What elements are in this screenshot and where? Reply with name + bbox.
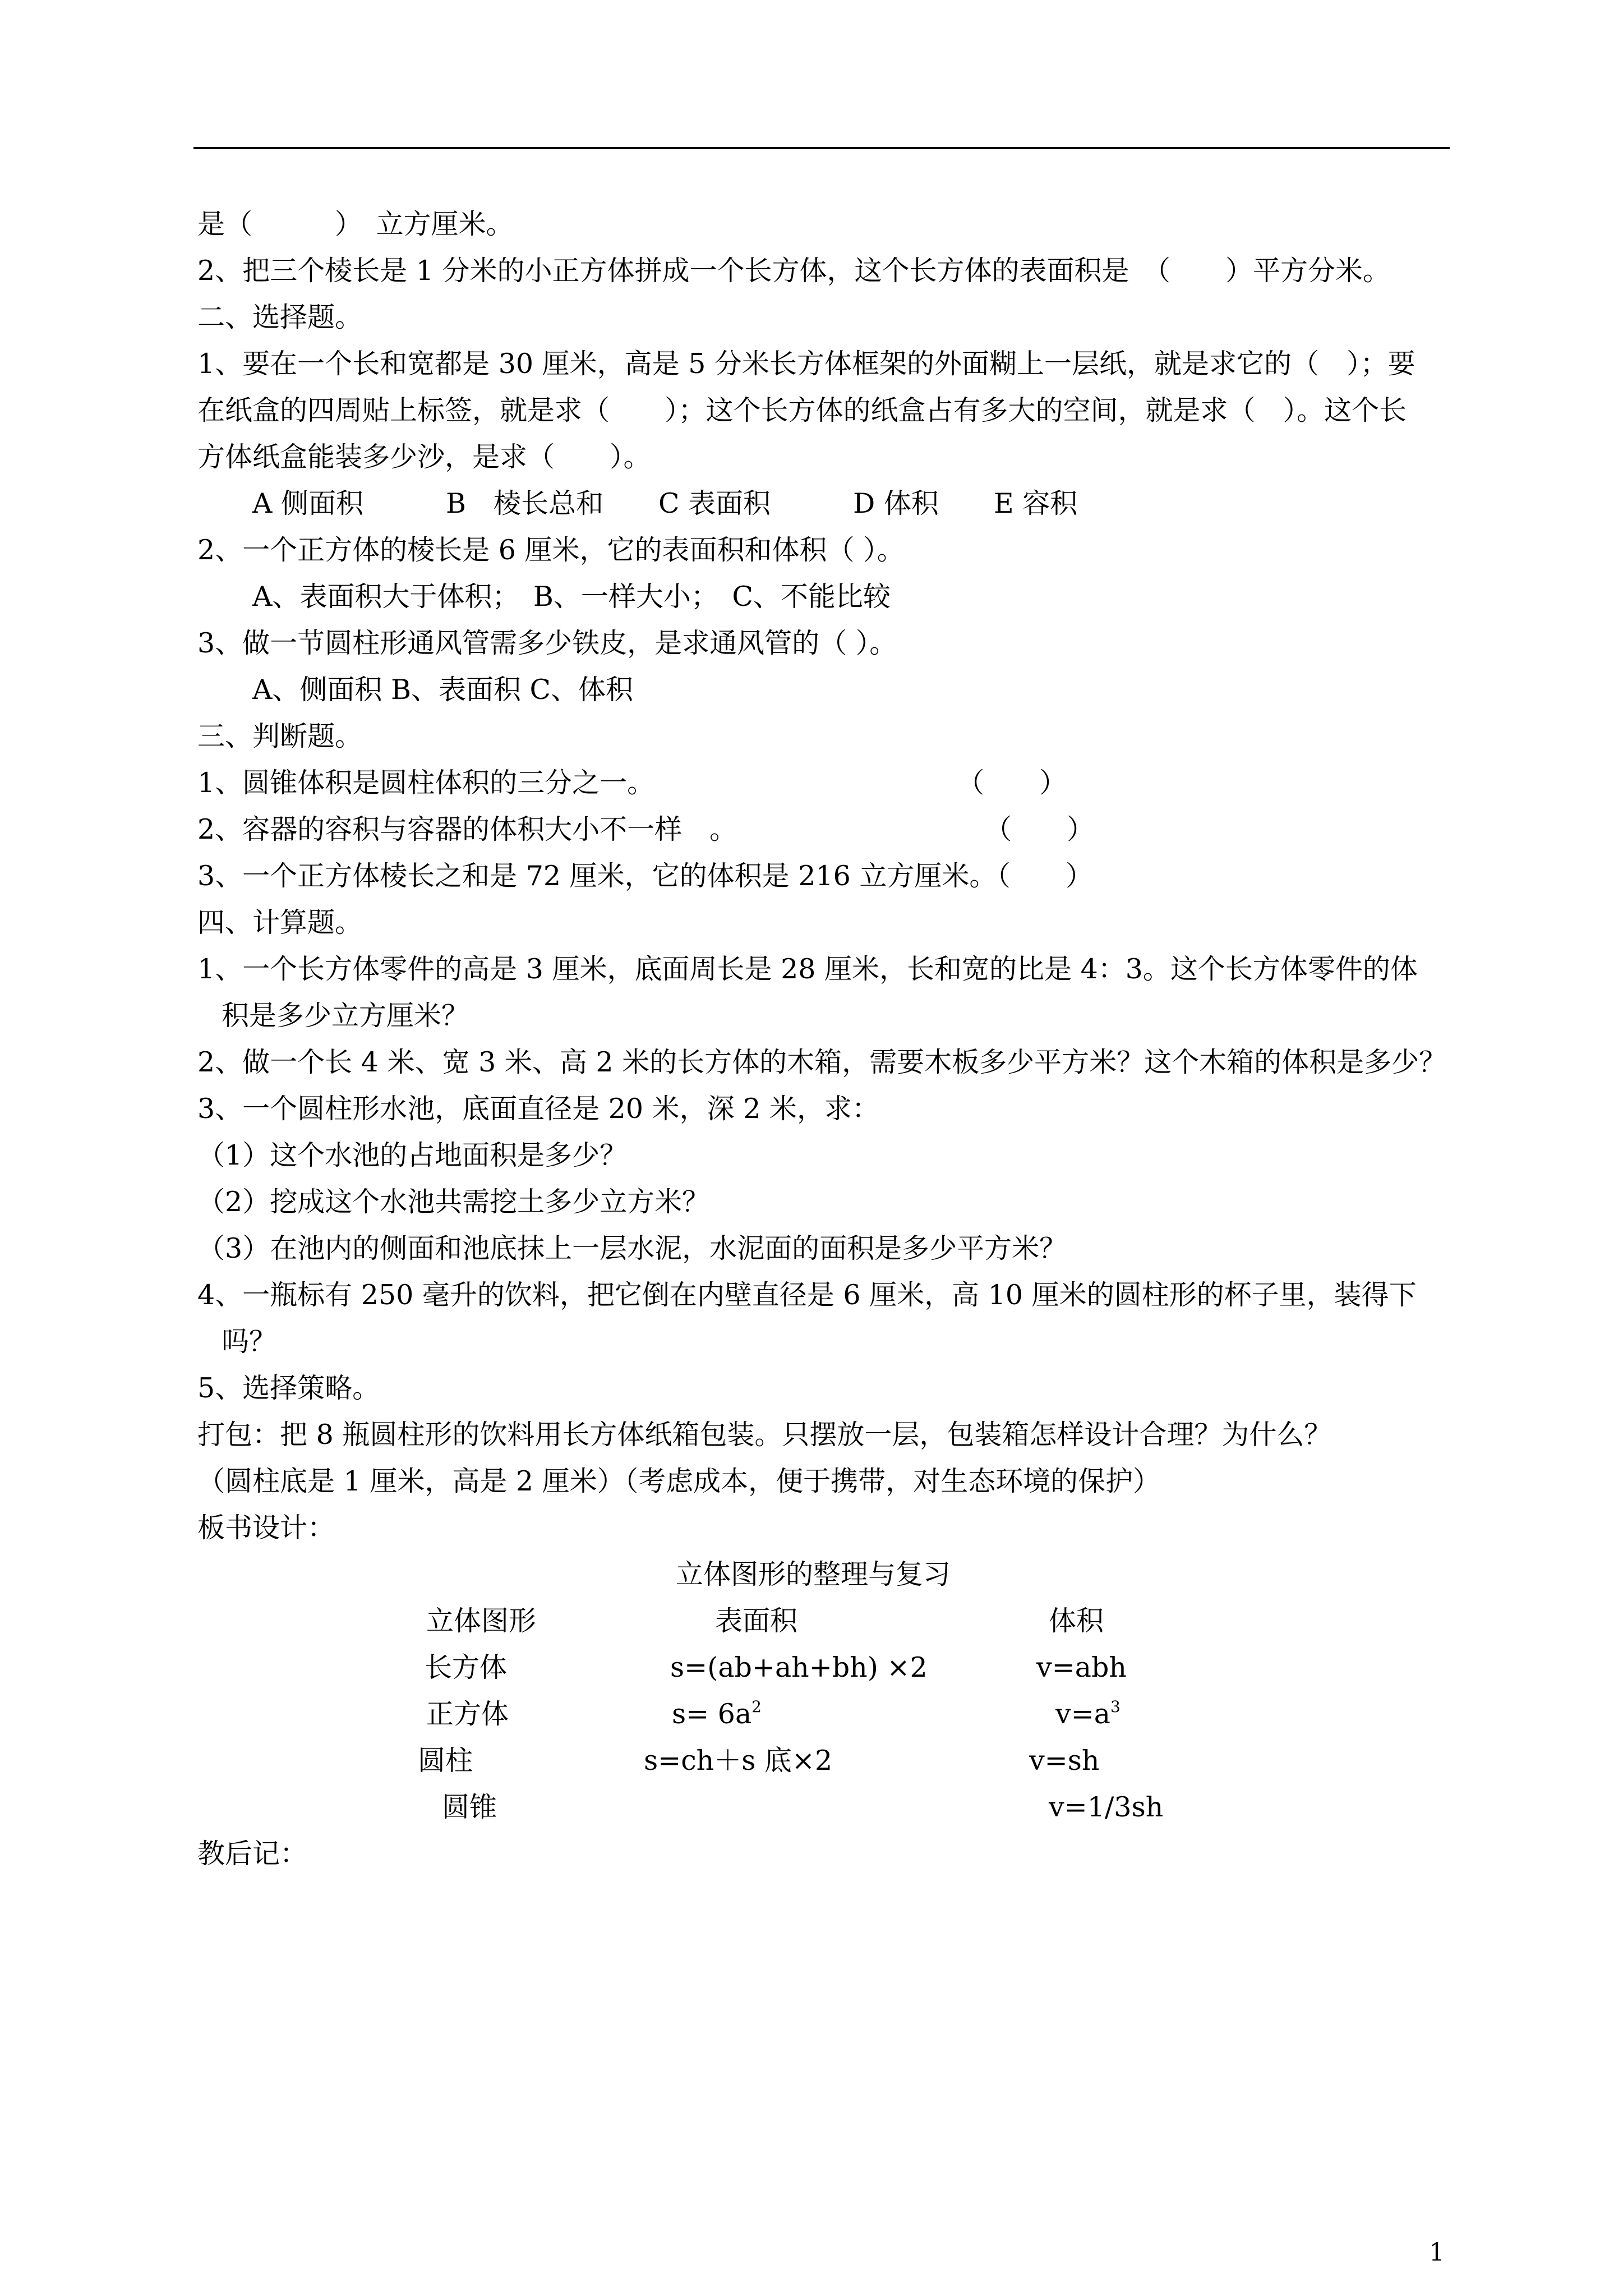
board-row-volume: v=abh [1036,1651,1127,1683]
text-line: 方体纸盒能装多少沙，是求（ ）。 [197,441,651,473]
board-row-shape: 圆柱 [418,1745,473,1777]
text-line: 4、一瓶标有 250 毫升的饮料，把它倒在内壁直径是 6 厘米，高 10 厘米的圆柱形的杯子里，装得下 [197,1279,1417,1311]
board-row-volume: v=sh [1029,1745,1100,1777]
board-row-area: s=ch＋s 底×2 [644,1745,833,1777]
text-line: 板书设计： [197,1512,335,1544]
text-line: （2）挖成这个水池共需挖土多少立方米？ [197,1186,710,1218]
board-title: 立体图形的整理与复习 [676,1558,951,1590]
page-number: 1 [1429,2238,1445,2267]
board-row-volume: v=1/3sh [1049,1791,1164,1823]
section-heading: 三、判断题。 [197,720,363,752]
text-line: 2、一个正方体的棱长是 6 厘米，它的表面积和体积（ ）。 [197,534,905,566]
board-header-area: 表面积 [715,1605,798,1637]
text-line: 1、圆锥体积是圆柱体积的三分之一。 （ ） [197,767,1067,799]
text-line: （3）在池内的侧面和池底抹上一层水泥，水泥面的面积是多少平方米？ [197,1232,1067,1264]
board-header-shape: 立体图形 [426,1605,537,1637]
text-line: 5、选择策略。 [197,1372,380,1404]
text-line: 1、要在一个长和宽都是 30 厘米，高是 5 分米长方体框架的外面糊上一层纸，就是求它的（ ）；要 [197,348,1415,380]
option-line: A、表面积大于体积； B、一样大小； C、不能比较 [252,581,891,613]
option-line: A、侧面积 B、表面积 C、体积 [252,674,634,706]
board-row-area: $s= 6a^2$ [672,1697,762,1730]
board-row-shape: 长方体 [425,1651,508,1683]
text-line: 打包：把 8 瓶圆柱形的饮料用长方体纸箱包装。只摆放一层，包装箱怎样设计合理？为什么？ [197,1419,1332,1451]
board-row-shape: 圆锥 [442,1791,497,1823]
option-line: A 侧面积 B 棱长总和 C 表面积 D 体积 E 容积 [252,487,1078,519]
text-line: （1）这个水池的占地面积是多少？ [197,1139,628,1171]
text-line: 吗？ [222,1326,277,1358]
text-line: 是（ ） 立方厘米。 [197,208,514,240]
text-line: 2、容器的容积与容器的体积大小不一样 。 （ ） [197,813,1095,845]
footer-label: 教后记： [197,1838,308,1870]
board-row-shape: 正方体 [426,1698,509,1730]
board-header-volume: 体积 [1049,1605,1104,1637]
text-line: 3、一个正方体棱长之和是 72 厘米，它的体积是 216 立方厘米。（ ） [197,860,1093,892]
header-rule [193,147,1450,149]
text-line: 在纸盒的四周贴上标签，就是求（ ）；这个长方体的纸盒占有多大的空间，就是求（ ）。这个长 [197,394,1407,426]
board-row-volume: $v=a^3$ [1055,1697,1121,1730]
text-line: （圆柱底是 1 厘米，高是 2 厘米）（考虑成本，便于携带，对生态环境的保护） [197,1465,1161,1497]
text-line: 3、一个圆柱形水池，底面直径是 20 米，深 2 米，求： [197,1093,880,1125]
text-line: 1、一个长方体零件的高是 3 厘米，底面周长是 28 厘米，长和宽的比是 4：3。这个长方体零件的体 [197,953,1418,985]
section-heading: 二、选择题。 [197,301,363,333]
text-line: 积是多少立方厘米？ [222,1000,469,1032]
text-line: 2、把三个棱长是 1 分米的小正方体拼成一个长方体，这个长方体的表面积是 （ ）平方分米。 [197,255,1391,287]
section-heading: 四、计算题。 [197,907,363,938]
board-row-area: s=(ab+ah+bh) ×2 [670,1651,928,1683]
text-line: 3、做一节圆柱形通风管需多少铁皮，是求通风管的（ ）。 [197,627,897,659]
text-line: 2、做一个长 4 米、宽 3 米、高 2 米的长方体的木箱，需要木板多少平方米？这个木箱的体积是多少？ [197,1046,1447,1078]
